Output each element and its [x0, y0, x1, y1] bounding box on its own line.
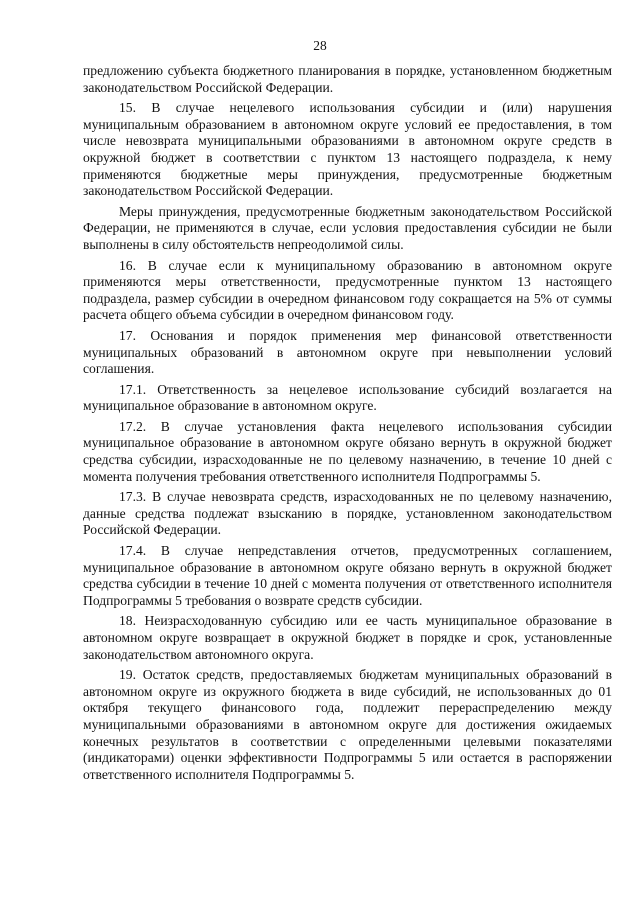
document-body [83, 63, 612, 787]
paragraph-15-coercion: Меры принуждения, предусмотренные бюджетным законодательством Российской Федерации, не применяются в случае, если условия предоставления субсидии не были выполнены в силу обстоятельств непреодолимой силы. [83, 203, 612, 252]
paragraph-17-3: 17.3. В случае невозврата средств, израсходованных не по целевому назначению, данные средства подлежат взысканию в порядке, установленном законодательством Российской Федерации. [83, 489, 612, 538]
paragraph-16: 16. В случае если к муниципальному образованию в автономном округе применяются меры ответственности, предусмотренные пунктом 13 настоящего подраздела, размер субсидии в очередном финансовом году сокращается на 5% от суммы расчета общего объема субсидии в очередном финансовом году. [83, 257, 612, 323]
paragraph-18: 18. Неизрасходованную субсидию или ее часть муниципальное образование в автономном округе возвращает в окружной бюджет в порядке и срок, установленные законодательством автономного округа. [83, 613, 612, 662]
paragraph-15: 15. В случае нецелевого использования субсидии и (или) нарушения муниципальным образованием в автономном округе условий ее предоставления, в том числе невозврата муниципальными образованиями в автономном округе средств в окружной бюджет в соответствии с пунктом 13 настоящего подраздела, к нему применяются бюджетные меры принуждения, предусмотренные бюджетным законодательством Российской Федерации. [83, 100, 612, 199]
page-number: 28 [313, 38, 327, 53]
paragraph-17: 17. Основания и порядок применения мер финансовой ответственности муниципальных образований в автономном округе при невыполнении условий соглашения. [83, 327, 612, 377]
paragraph-continuation: предложению субъекта бюджетного планирования в порядке, установленном бюджетным законодательством Российской Федерации. [83, 63, 612, 95]
paragraph-17-4: 17.4. В случае непредставления отчетов, предусмотренных соглашением, муниципальное образование в автономном округе обязано вернуть в окружной бюджет средства субсидии в течение 10 дней с момента получения от ответственного исполнителя Подпрограммы 5 требования о возврате средств субсидии. [83, 543, 612, 608]
paragraph-17-2: 17.2. В случае установления факта нецелевого использования субсидии муниципальное образование в автономном округе обязано вернуть в окружной бюджет средства субсидии, израсходованные не по целевому назначению, в течение 10 дней с момента получения требования ответственного исполнителя Подпрограммы 5. [83, 418, 612, 484]
paragraph-19: 19. Остаток средств, предоставляемых бюджетам муниципальных образований в автономном округе из окружного бюджета в виде субсидий, не использованных до 01 октября текущего финансового года, подлежит перераспределению между муниципальными образованиями в автономном округе для достижения ожидаемых конечных результатов в соответствии с определенными целевыми показателями (индикаторами) оценки эффективности Подпрограммы 5 или остается в распоряжении ответственного исполнителя Подпрограммы 5. [83, 667, 612, 782]
paragraph-17-1: 17.1. Ответственность за нецелевое использование субсидий возлагается на муниципальное образование в автономном округе. [83, 381, 612, 414]
